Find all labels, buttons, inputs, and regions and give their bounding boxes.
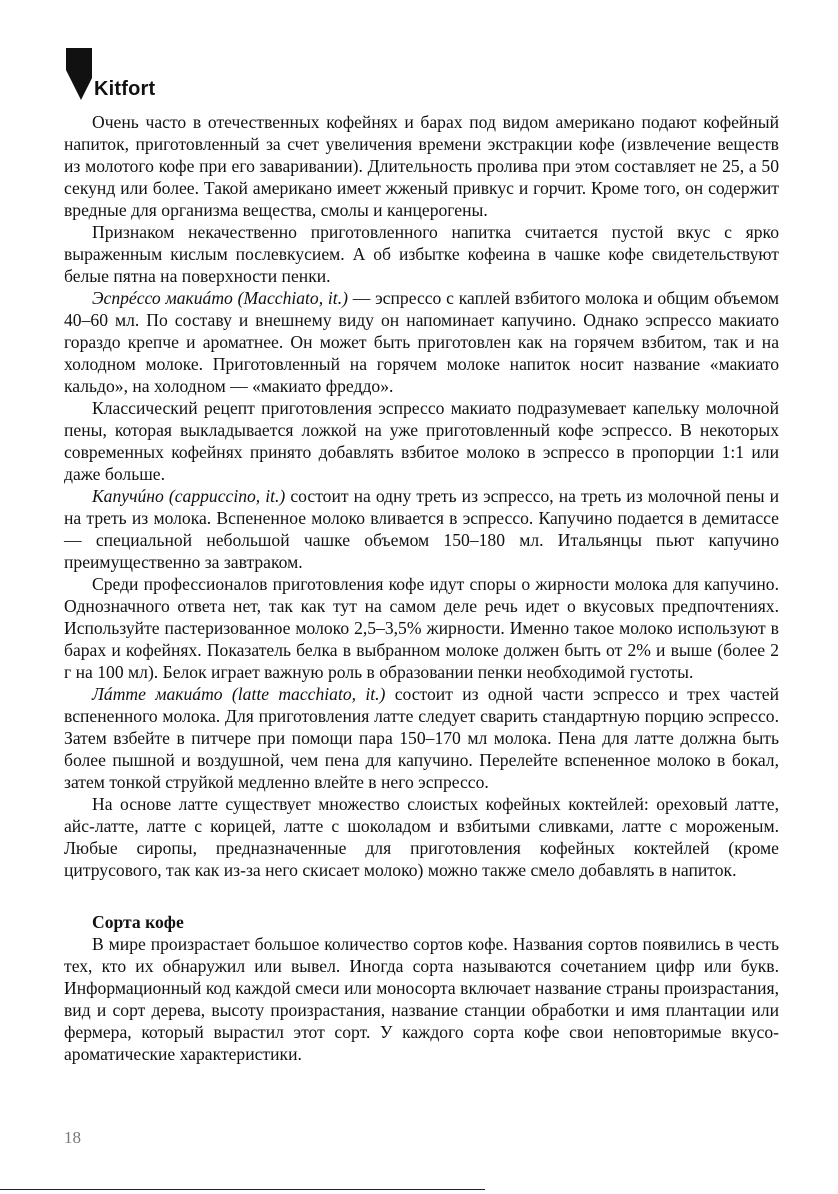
paragraph: Признаком некачественно приготовленного напитка считается пустой вкус с ярко выраженным кислым послевкусием. А об избытке кофеина в чашке кофе свидетельствуют белые пятна на поверхности пенки. [64,222,779,286]
footer-divider [0,1189,485,1190]
term-macchiato: Эспрéссо макиáто (Macchiato, it.) [92,288,348,308]
paragraph: Очень часто в отечественных кофейнях и барах под видом американо подают кофейный напиток, приготовленный за счет увеличения времени экстракции кофе (извлечение веществ из молотого кофе при его заваривании). Длительность пролива при этом составляет не 25, а 50 секунд или более. Такой американо имеет жженый привкус и горчит. Кроме того, он содержит вредные для организма вещества, смолы и канцерогены. [64,112,779,220]
term-cappuccino: Капучúно (cappuccino, it.) [92,486,286,506]
paragraph: Классический рецепт приготовления эспрессо макиато подразумевает капельку молочной пены, которая выкладывается ложкой на уже приготовленный кофе эспрессо. В некоторых современных кофейнях принято добавлять взбитое молоко в эспрессо в пропорции 1:1 или даже больше. [64,398,779,484]
page-number: 18 [64,1128,81,1147]
kitfort-logo-icon [64,48,94,100]
brand-name: Kitfort [94,78,156,100]
paragraph: На основе латте существует множество слоистых кофейных коктейлей: ореховый латте, айс-латте, латте с корицей, латте с шоколадом и взбитыми сливками, латте с мороженым. Любые сиропы, предназначенные для приготовления кофейных коктейлей (кроме цитрусового, так как из-за него скисает молоко) можно также смело добавлять в напиток. [64,794,779,880]
page-header [64,48,264,104]
term-latte: Лáтте макиáто (latte macchiato, it.) [92,684,386,704]
section-heading: Сорта кофе [92,912,184,932]
paragraph-latte: Лáтте макиáто (latte macchiato, it.) состоит из одной части эспрессо и трех частей вспененного молока. Для приготовления латте следует сварить стандартную порцию эспрессо. Затем взбейте в питчере при помощи пара 150–170 мл молока. Пена для латте должна быть более пышной и воздушной, чем пена для капучино. Перелейте вспененное молоко в бокал, затем тонкой струйкой медленно влейте в него эспрессо. [64,684,779,792]
paragraph-macchiato: Эспрéссо макиáто (Macchiato, it.) — эспрессо с каплей взбитого молока и общим объемом 40–60 мл. По составу и внешнему виду он напоминает капучино. Однако эспрессо макиато гораздо крепче и ароматнее. Он может быть приготовлен как на горячем взбитом, так и на холодном молоке. Приготовленный на горячем молоке напиток носит название «макиато кальдо», на холодном — «макиато фреддо». [64,288,779,396]
section-paragraph: В мире произрастает большое количество сортов кофе. Названия сортов появились в честь тех, кто их обнаружил или вывел. Иногда сорта называются сочетанием цифр или букв. Информационный код каждой смеси или моносорта включает название страны произрастания, вид и сорт дерева, высоту произрастания, название станции обработки и имя плантации или фермера, который вырастил этот сорт. У каждого сорта кофе свои неповторимые вкусо-ароматические характеристики. [64,934,779,1064]
paragraph-cappuccino: Капучúно (cappuccino, it.) состоит на одну треть из эспрессо, на треть из молочной пены и на треть из молока. Вспененное молоко вливается в эспрессо. Капучино подается в демитассе — специальной небольшой чашке объемом 150–180 мл. Итальянцы пьют капучино преимущественно за завтраком. [64,486,779,572]
page-body [64,111,779,1065]
paragraph: Среди профессионалов приготовления кофе идут споры о жирности молока для капучино. Однозначного ответа нет, так как тут на самом деле речь идет о вкусовых предпочтениях. Используйте пастеризованное молоко 2,5–3,5% жирности. Именно такое молоко используют в барах и кофейнях. Показатель белка в выбранном молоке должен быть от 2% и выше (более 2 г на 100 мл). Белок играет важную роль в образовании пенки необходимой густоты. [64,574,779,682]
